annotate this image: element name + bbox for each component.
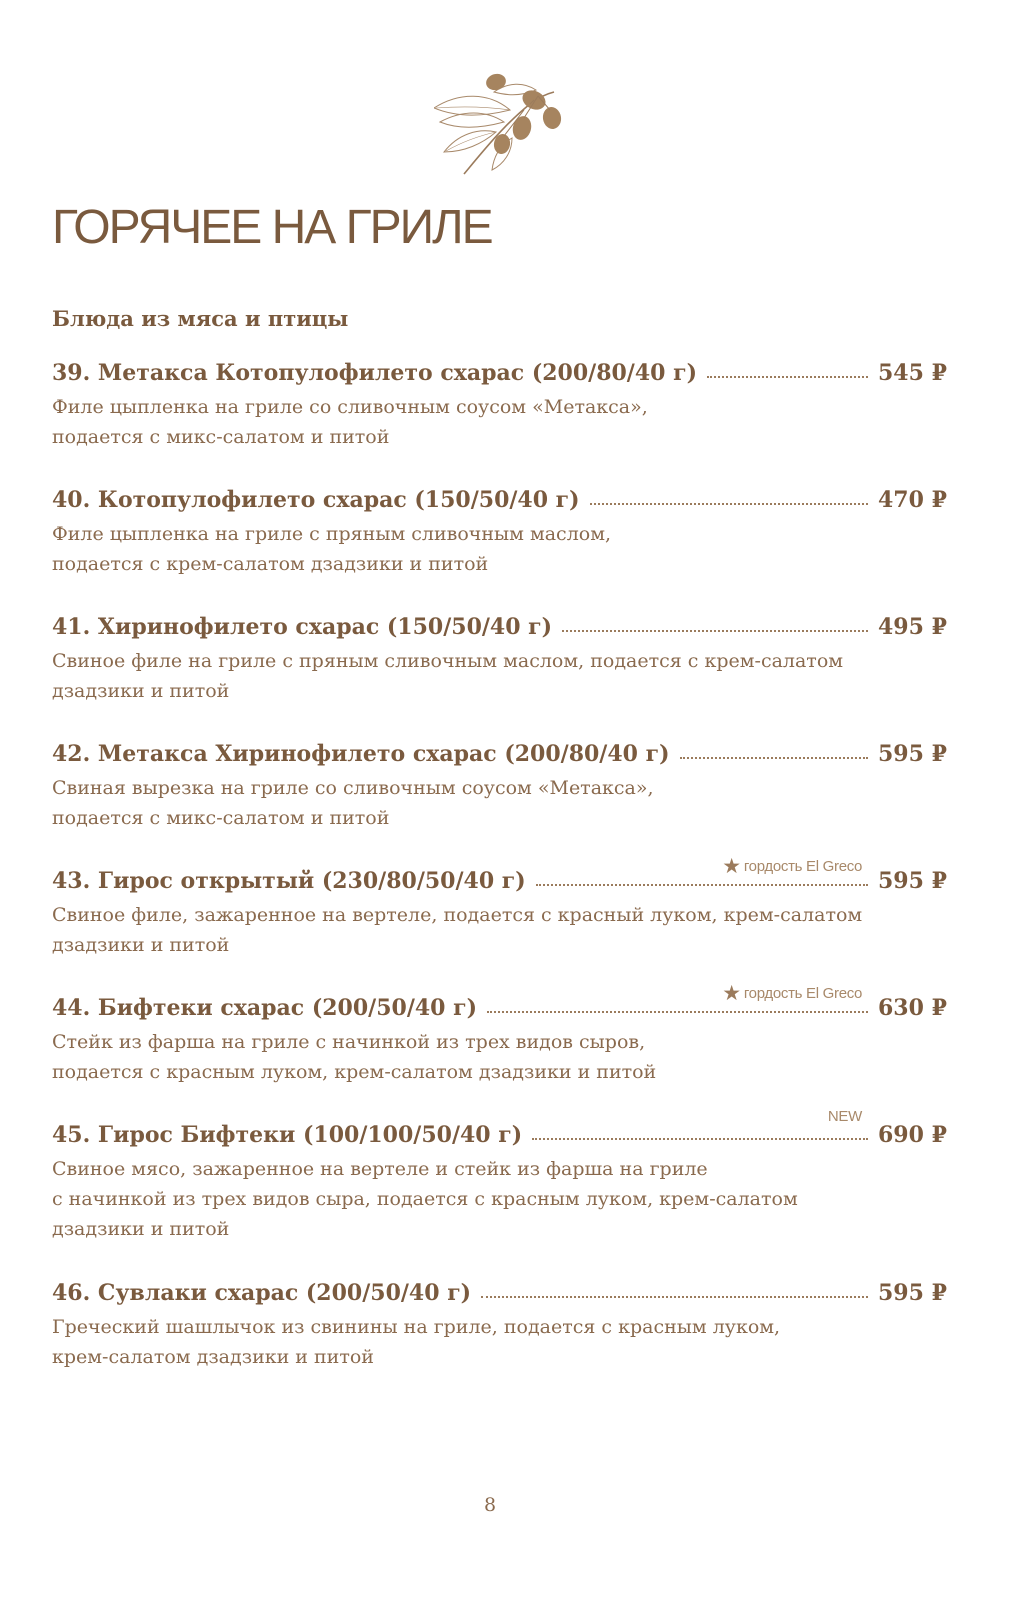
description-line: дзадзики и питой bbox=[52, 680, 230, 702]
menu-item-description bbox=[52, 646, 852, 706]
menu-item bbox=[52, 855, 947, 960]
description-line: Свиное мясо, зажаренное на вертеле и стейк из фарша на гриле bbox=[52, 1158, 708, 1180]
star-icon: ★ bbox=[722, 982, 741, 1005]
menu-item-header bbox=[52, 1280, 947, 1310]
menu-item-header bbox=[52, 487, 947, 517]
menu-item bbox=[52, 360, 947, 452]
menu-item-header bbox=[52, 614, 947, 644]
description-line: Свиная вырезка на гриле со сливочным соусом «Метакса», bbox=[52, 777, 654, 799]
description-line: Стейк из фарша на гриле с начинкой из трех видов сыров, bbox=[52, 1031, 646, 1053]
menu-item-description bbox=[52, 1312, 852, 1372]
description-line: Филе цыпленка на гриле со сливочным соусом «Метакса», bbox=[52, 396, 648, 418]
menu-item-name: 45. Гирос Бифтеки (100/100/50/40 г) bbox=[52, 1122, 523, 1148]
description-line: дзадзики и питой bbox=[52, 1218, 230, 1240]
menu-item-price: 545 ₽ bbox=[878, 360, 947, 386]
menu-item-description bbox=[52, 1027, 852, 1087]
menu-item-price: 470 ₽ bbox=[878, 487, 947, 513]
menu-item-description bbox=[52, 900, 863, 960]
description-line: Свиное филе, зажаренное на вертеле, подается с красный луком, крем-салатом bbox=[52, 904, 863, 926]
menu-item-price: 595 ₽ bbox=[878, 868, 947, 894]
dot-leader bbox=[481, 1295, 868, 1298]
section-title: Блюда из мяса и птицы bbox=[52, 306, 349, 331]
menu-item bbox=[52, 1280, 947, 1372]
description-line: подается с микс-салатом и питой bbox=[52, 807, 390, 829]
description-line: Филе цыпленка на гриле с пряным сливочным маслом, bbox=[52, 523, 612, 545]
badge-label: NEW bbox=[827, 1108, 862, 1125]
pride-badge bbox=[722, 854, 862, 879]
menu-item-name: 39. Метакса Котопулофилето схарас (200/80/40 г) bbox=[52, 360, 698, 386]
menu-item bbox=[52, 614, 947, 706]
menu-item-description bbox=[52, 519, 852, 579]
badge-label: гордость El Greco bbox=[743, 858, 862, 875]
menu-item bbox=[52, 741, 947, 833]
dot-leader bbox=[590, 502, 868, 505]
menu-item bbox=[52, 982, 947, 1087]
menu-item-name: 43. Гирос открытый (230/80/50/40 г) bbox=[52, 868, 526, 894]
dot-leader bbox=[536, 883, 868, 886]
description-line: дзадзики и питой bbox=[52, 934, 230, 956]
menu-item-header bbox=[52, 855, 947, 898]
description-line: подается с крем-салатом дзадзики и питой bbox=[52, 553, 489, 575]
menu-item-price: 495 ₽ bbox=[878, 614, 947, 640]
menu-item-name: 46. Сувлаки схарас (200/50/40 г) bbox=[52, 1280, 472, 1306]
menu-item-name: 40. Котопулофилето схарас (150/50/40 г) bbox=[52, 487, 580, 513]
menu-item-name: 41. Хиринофилето схарас (150/50/40 г) bbox=[52, 614, 553, 640]
menu-item-name: 44. Бифтеки схарас (200/50/40 г) bbox=[52, 995, 478, 1021]
menu-item-header bbox=[52, 982, 947, 1025]
description-line: Греческий шашлычок из свинины на гриле, подается с красным луком, bbox=[52, 1316, 781, 1338]
dot-leader bbox=[562, 629, 868, 632]
menu-item-price: 630 ₽ bbox=[878, 995, 947, 1021]
badge-label: гордость El Greco bbox=[743, 985, 862, 1002]
description-line: с начинкой из трех видов сыра, подается с красным луком, крем-салатом bbox=[52, 1188, 798, 1210]
menu-item-header bbox=[52, 1108, 947, 1152]
menu-item bbox=[52, 487, 947, 579]
menu-item-price: 595 ₽ bbox=[878, 741, 947, 767]
new-badge bbox=[828, 1108, 862, 1125]
description-line: Свиное филе на гриле с пряным сливочным маслом, подается с крем-салатом bbox=[52, 650, 844, 672]
menu-item-description bbox=[52, 773, 852, 833]
menu-item-name: 42. Метакса Хиринофилето схарас (200/80/40 г) bbox=[52, 741, 670, 767]
dot-leader bbox=[487, 1010, 868, 1013]
dot-leader bbox=[707, 375, 868, 378]
description-line: подается с микс-салатом и питой bbox=[52, 426, 390, 448]
dot-leader bbox=[680, 756, 868, 759]
page-number: 8 bbox=[483, 1494, 497, 1516]
menu-item-description bbox=[52, 1154, 852, 1244]
star-icon: ★ bbox=[722, 855, 741, 878]
menu-item-description bbox=[52, 392, 852, 452]
dot-leader bbox=[532, 1137, 868, 1140]
menu-item-price: 595 ₽ bbox=[878, 1280, 947, 1306]
pride-badge bbox=[722, 981, 862, 1006]
olive-branch-icon bbox=[434, 70, 574, 182]
page-title: ГОРЯЧЕЕ НА ГРИЛЕ bbox=[52, 201, 492, 254]
description-line: подается с красным луком, крем-салатом дзадзики и питой bbox=[52, 1061, 657, 1083]
menu-item bbox=[52, 1108, 947, 1244]
description-line: крем-салатом дзадзики и питой bbox=[52, 1346, 374, 1368]
menu-item-header bbox=[52, 741, 947, 771]
menu-item-price: 690 ₽ bbox=[878, 1122, 947, 1148]
menu-item-header bbox=[52, 360, 947, 390]
